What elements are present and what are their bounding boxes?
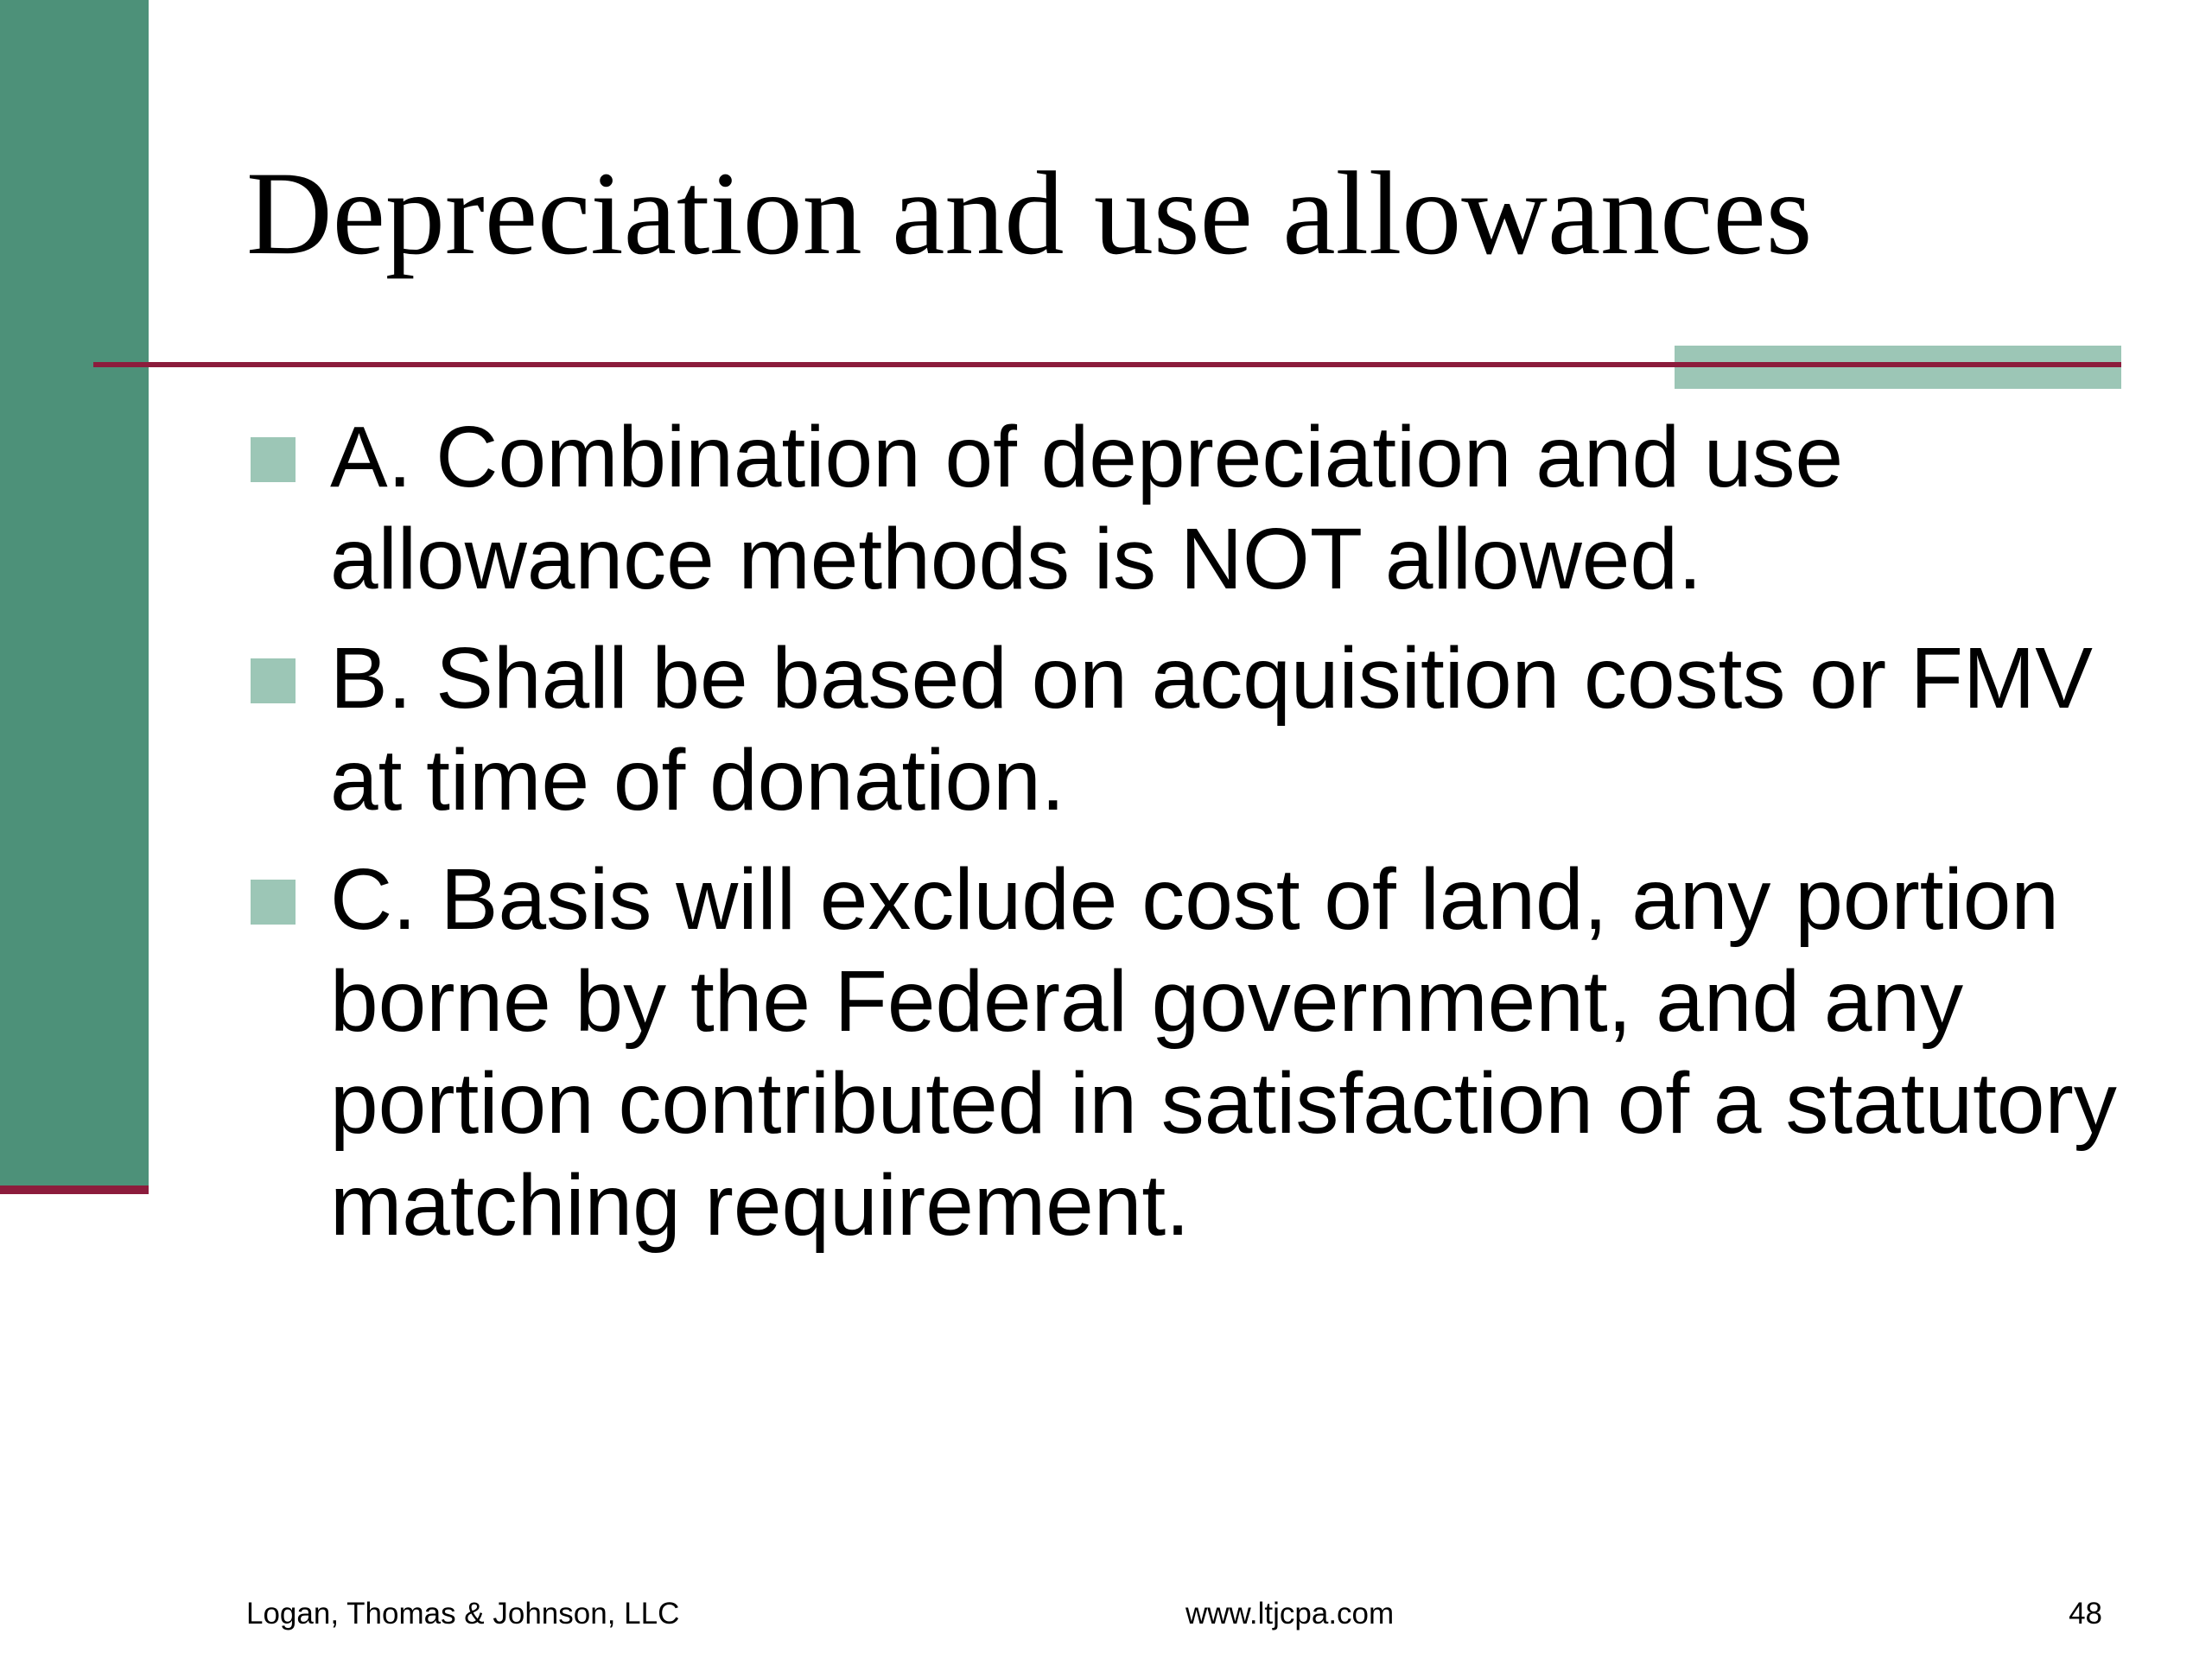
bullet-item-b <box>251 627 2134 831</box>
footer-page-number: 48 <box>2069 1597 2102 1630</box>
bullet-item-c <box>251 849 2134 1256</box>
left-accent-bar <box>0 0 149 1185</box>
square-bullet-icon <box>251 658 296 703</box>
title-divider-accent-block <box>1675 346 2121 389</box>
footer-company: Logan, Thomas & Johnson, LLC <box>246 1597 680 1630</box>
square-bullet-icon <box>251 880 296 925</box>
slide-title: Depreciation and use allowances <box>246 147 1813 279</box>
bullet-text-b: B. Shall be based on acquisition costs or FMV at time of donation. <box>330 630 2093 829</box>
bullet-item-a <box>251 406 2134 610</box>
bullet-list <box>251 406 2134 1274</box>
footer-website: www.ltjcpa.com <box>1185 1597 1395 1630</box>
title-divider-line <box>93 362 2121 367</box>
left-accent-bar-underline <box>0 1185 149 1194</box>
bullet-text-c: C. Basis will exclude cost of land, any portion borne by the Federal government, and any portion contributed in satisfaction of a statutory matching requirement. <box>330 851 2117 1254</box>
bullet-text-a: A. Combination of depreciation and use allowance methods is NOT allowed. <box>330 409 1844 607</box>
square-bullet-icon <box>251 437 296 482</box>
